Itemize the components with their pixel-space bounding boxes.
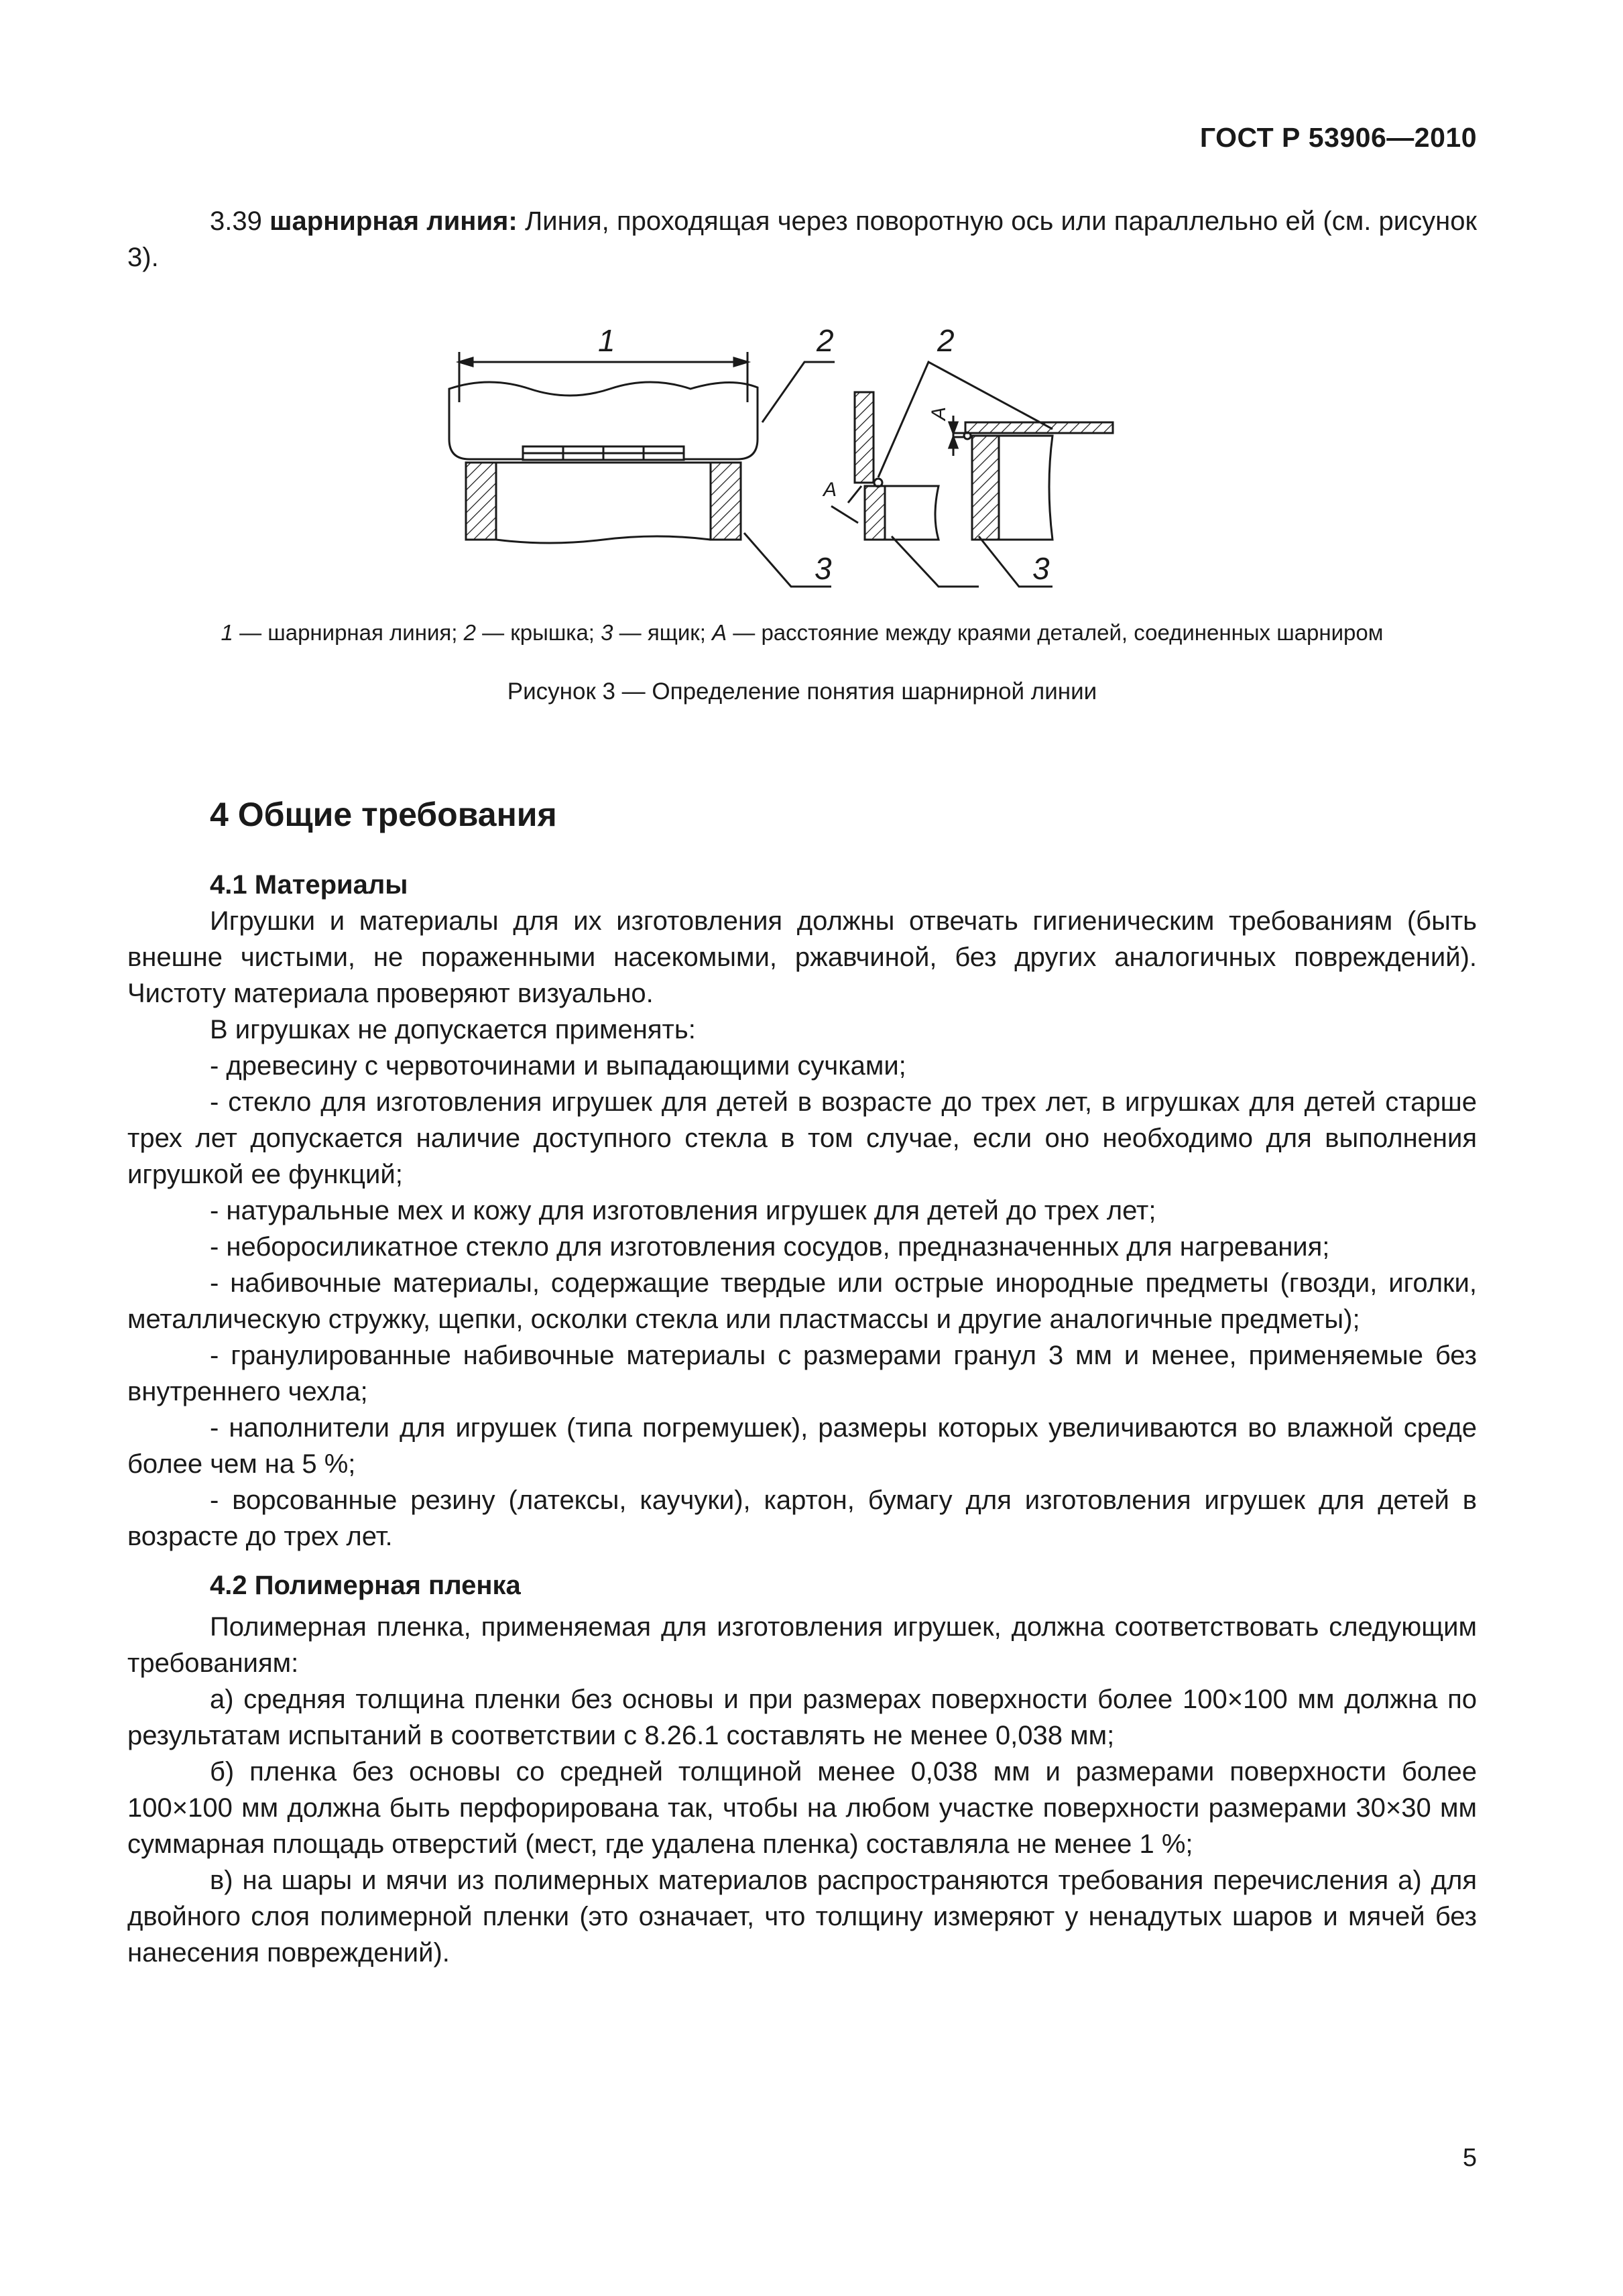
legend-key-a: А: [712, 620, 727, 645]
paragraph: Игрушки и материалы для их изготовления должны отвечать гигиеническим требованиям (быть внешне чистыми, не пораженными насекомыми, ржавчиной, без других аналогичных повреждений). Чистоту материала проверяют визуально.: [127, 906, 1477, 1008]
term-3-39: [127, 203, 1477, 276]
figure-3-drawing: [429, 322, 1146, 603]
paragraph: Полимерная пленка, применяемая для изготовления игрушек, должна соответствовать следующим требованиям:: [127, 1612, 1477, 1678]
paragraph: В игрушках не допускается применять:: [210, 1015, 696, 1044]
page-number: 5: [1462, 2144, 1477, 2172]
list-item: б) пленка без основы со средней толщиной менее 0,038 мм и размерами поверхности более 100×100 мм должна быть перфорирована так, чтобы на любом участке поверхности размерами 30×30 мм суммарная площадь отверстий (мест, где удалена пленка) составляла не менее 1 %;: [127, 1757, 1477, 1859]
term-number: 3.39: [210, 206, 262, 236]
figure-legend: [127, 618, 1477, 648]
document-header: ГОСТ Р 53906—2010: [1199, 122, 1477, 153]
section-4-1: [127, 867, 1477, 1555]
term-definition: Линия, проходящая через поворотную ось или параллельно ей (см. рисунок 3).: [127, 206, 1477, 272]
list-item: - натуральные мех и кожу для изготовления игрушек для детей до трех лет;: [210, 1196, 1156, 1225]
list-item: - неборосиликатное стекло для изготовления сосудов, предназначенных для нагревания;: [210, 1232, 1330, 1262]
list-item: а) средняя толщина пленки без основы и при размерах поверхности более 100×100 мм должна по результатам испытаний в соответствии с 8.26.1 составлять не менее 0,038 мм;: [127, 1685, 1477, 1750]
label-a-right: А: [928, 406, 950, 420]
legend-key-2: 2: [463, 620, 476, 645]
label-2-right: 2: [937, 323, 955, 358]
list-item: - наполнители для игрушек (типа погремушек), размеры которых увеличиваются во влажной среде более чем на 5 %;: [127, 1413, 1477, 1479]
legend-value-2: — крышка;: [475, 620, 601, 645]
legend-key-3: 3: [601, 620, 613, 645]
subsection-4-2-title: 4.2 Полимерная пленка: [210, 1571, 521, 1600]
subsection-4-1-title: 4.1 Материалы: [210, 870, 408, 900]
section-4-title: 4 Общие требования: [210, 796, 557, 833]
label-2-left: 2: [817, 323, 834, 358]
hinge-line-diagram: [429, 322, 1146, 603]
list-item: - ворсованные резину (латексы, каучуки), картон, бумагу для изготовления игрушек для детей в возрасте до трех лет.: [127, 1486, 1477, 1551]
label-3-left: 3: [815, 551, 832, 586]
legend-key-1: 1: [221, 620, 233, 645]
term-name: шарнирная линия:: [269, 206, 518, 236]
list-item: в) на шары и мячи из полимерных материалов распространяются требования перечисления а) для двойного слоя полимерной пленки (это означает, что толщину измеряют у ненадутых шаров и мячей без нанесения повреждений).: [127, 1866, 1477, 1968]
legend-value-1: — шарнирная линия;: [233, 620, 464, 645]
term-paragraph: [127, 203, 1477, 276]
section-4-2: [127, 1567, 1477, 1971]
list-item: - набивочные материалы, содержащие твердые или острые инородные предметы (гвозди, иголки, металлическую стружку, щепки, осколки стекла или пластмассы и другие аналогичные предметы);: [127, 1268, 1477, 1334]
legend-value-a: — расстояние между краями деталей, соединенных шарниром: [727, 620, 1384, 645]
label-3-right: 3: [1032, 551, 1050, 586]
label-1: 1: [598, 323, 615, 358]
legend-value-3: — ящик;: [613, 620, 713, 645]
label-a-middle: А: [823, 479, 837, 501]
list-item: - древесину с червоточинами и выпадающими сучками;: [210, 1051, 906, 1081]
list-item: - стекло для изготовления игрушек для детей в возрасте до трех лет, в игрушках для детей старше трех лет допускается наличие доступного стекла в том случае, если оно необходимо для выполнения игрушкой ее функций;: [127, 1087, 1477, 1189]
list-item: - гранулированные набивочные материалы с размерами гранул 3 мм и менее, применяемые без внутреннего чехла;: [127, 1341, 1477, 1406]
figure-caption: Рисунок 3 — Определение понятия шарнирной линии: [507, 678, 1097, 705]
